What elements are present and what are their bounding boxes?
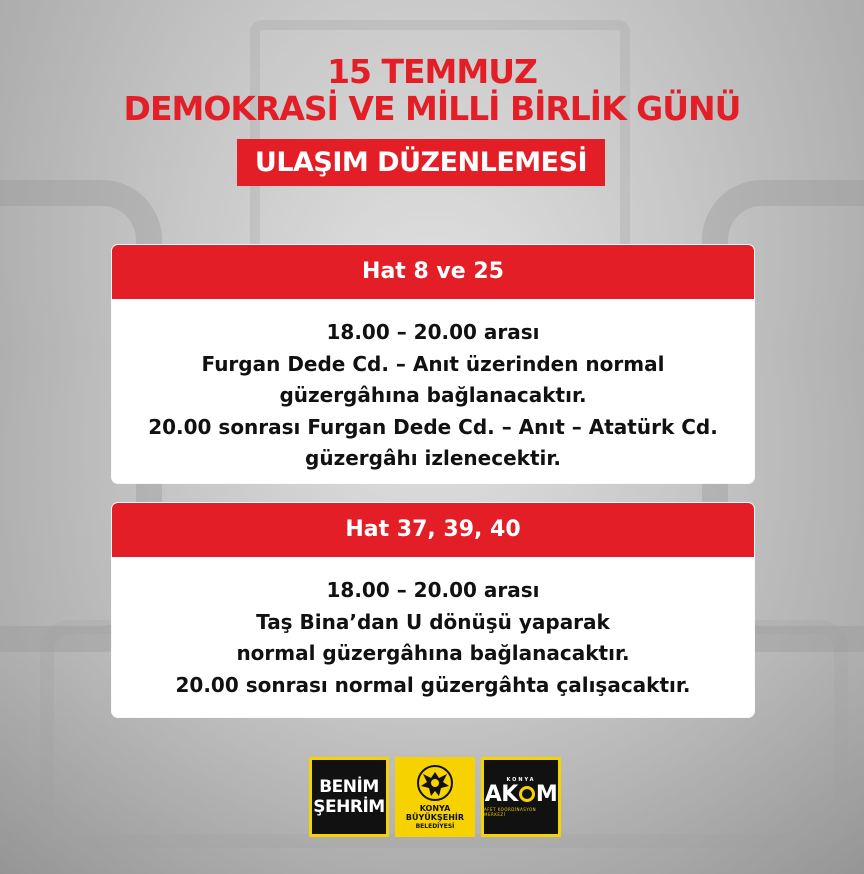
route-card-hat-8-25 — [112, 245, 754, 483]
route-card-line: güzergâhına bağlanacaktır. — [279, 383, 587, 407]
akom-logo — [481, 757, 561, 837]
route-card-line: normal güzergâhına bağlanacaktır. — [236, 641, 630, 665]
logo-text: AK — [484, 782, 518, 807]
double-headed-eagle-icon — [415, 764, 455, 802]
route-card-line: 18.00 – 20.00 arası — [326, 578, 540, 602]
logo-text: BENİM — [319, 777, 379, 797]
logo-text: AFET KOORDİNASYON MERKEZİ — [484, 807, 537, 817]
akom-o-ring-icon — [519, 786, 535, 802]
konya-buyuksehir-logo — [395, 757, 475, 837]
title-line-1: 15 TEMMUZ — [327, 52, 537, 91]
route-card-line: Furgan Dede Cd. – Anıt üzerinden normal — [201, 351, 665, 376]
route-card-line: 20.00 sonrası Furgan Dede Cd. – Anıt – Atatürk Cd. — [148, 414, 718, 439]
logo-text: KONYA — [506, 777, 536, 783]
benim-sehrim-logo — [309, 757, 389, 837]
logo-text: KONYA — [419, 803, 451, 813]
route-card-line: 20.00 sonrası normal güzergâhta çalışacaktır. — [175, 672, 691, 697]
route-card-body — [112, 299, 754, 475]
route-card-line: güzergâhı izlenecektir. — [305, 446, 561, 470]
route-card-line: 18.00 – 20.00 arası — [326, 320, 540, 344]
route-card-title: Hat 8 ve 25 — [112, 245, 754, 299]
title-line-2: DEMOKRASİ VE MİLLİ BİRLİK GÜNÜ — [123, 89, 741, 128]
route-card-line: Taş Bina’dan U dönüşü yaparak — [256, 609, 610, 634]
route-card-body — [112, 557, 754, 701]
akom-wordmark — [485, 783, 557, 807]
logo-text: ŞEHRİM — [313, 797, 385, 817]
subtitle-banner: ULAŞIM DÜZENLEMESİ — [237, 139, 605, 186]
logo-text: M — [535, 782, 558, 807]
logo-text: BÜYÜKŞEHİR — [405, 812, 465, 822]
route-card-title: Hat 37, 39, 40 — [112, 503, 754, 557]
logo-text: BELEDİYESİ — [415, 822, 455, 830]
route-card-hat-37-39-40 — [112, 503, 754, 717]
